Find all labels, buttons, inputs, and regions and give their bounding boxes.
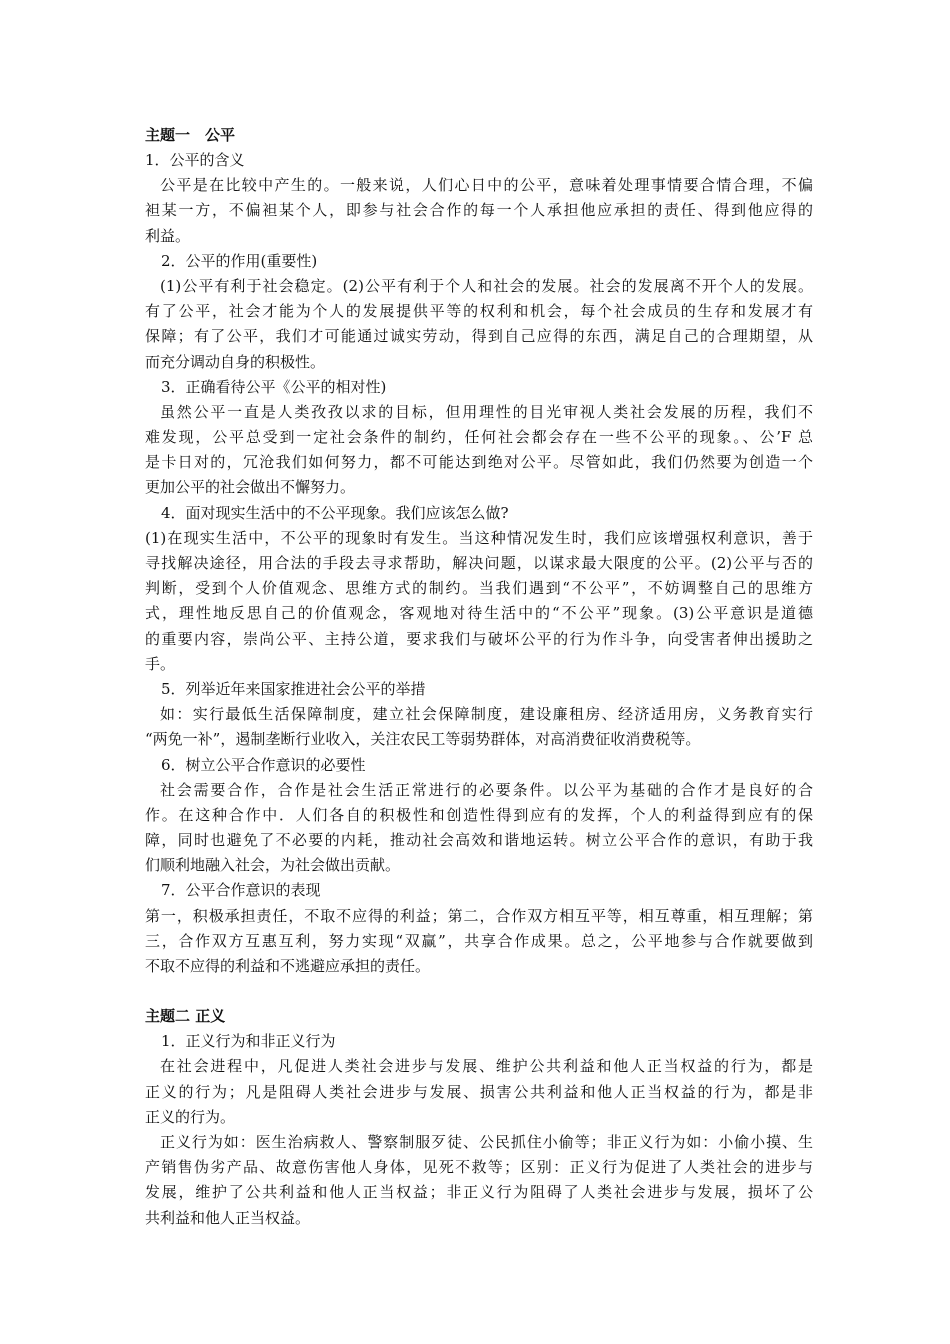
text-line: 如：实行最低生活保障制度，建立社会保障制度，建设廉租房、经济适用房，义务教育实行 bbox=[160, 705, 813, 724]
text-line: 正义的行为。 bbox=[145, 1107, 236, 1126]
text-line: 式，理性地反思自己的价值观念，客观地对待生活中的“不公平”现象。(3)公平意识是道德 bbox=[145, 604, 813, 623]
text-line: 共利益和他人正当权益。 bbox=[145, 1208, 311, 1227]
text-line: 1．正义行为和非正义行为 bbox=[161, 1032, 336, 1051]
text-line: 6．树立公平合作意识的必要性 bbox=[161, 755, 366, 774]
text-line: 的重要内容，崇尚公平、主持公道，要求我们与破坏公平的行为作斗争，向受害者伸出援助之 bbox=[145, 629, 813, 648]
text-line: 寻找解决途径，用合法的手段去寻求帮助，解决问题，以谋求最大限度的公平。(2)公平与否的 bbox=[145, 554, 813, 572]
topic-heading: 主题一 公平 bbox=[145, 126, 236, 144]
section-gap bbox=[145, 979, 813, 1003]
text-line: 更加公平的社会做出不懈努力。 bbox=[145, 478, 356, 497]
text-line: 不取不应得的利益和不逃避应承担的责任。 bbox=[145, 957, 431, 975]
text-line: 4．面对现实生活中的不公平现象。我们应该怎么做? bbox=[161, 503, 509, 522]
document-page bbox=[145, 122, 813, 1231]
text-line: 利益。 bbox=[145, 226, 191, 245]
text-line: (1)在现实生活中，不公平的现象时有发生。当这种情况发生时，我们应该增强权利意识，善于 bbox=[145, 528, 813, 547]
text-line: 1．公平的含义 bbox=[145, 151, 245, 169]
text-line: 三，合作双方互惠互利，努力实现“双赢”，共享合作成果。总之，公平地参与合作就要做到 bbox=[145, 931, 813, 950]
text-line: 保障；有了公平，我们才可能通过诚实劳动，得到自己应得的东西，满足自己的合理期望，从 bbox=[145, 327, 813, 346]
text-line: 有了公平，社会才能为个人的发展提供平等的权利和机会，每个社会成员的生存和发展才有 bbox=[145, 302, 813, 321]
text-line: (1)公平有利于社会稳定。(2)公平有利于个人和社会的发展。社会的发展离不开个人的发展。 bbox=[160, 276, 813, 295]
text-line: 而充分调动自身的积极性。 bbox=[145, 352, 326, 371]
text-line: 第一，积极承担责任，不取不应得的利益；第二，合作双方相互平等，相互尊重，相互理解；第 bbox=[145, 906, 813, 925]
text-line: 们顺利地融入社会，为社会做出贡献。 bbox=[145, 856, 401, 875]
text-line: 7．公平合作意识的表现 bbox=[161, 881, 321, 900]
text-line: 发展，维护了公共利益和他人正当权益；非正义行为阻碍了人类社会进步与发展，损坏了公 bbox=[145, 1183, 813, 1202]
text-line: 作。在这种合作中．人们各自的积极性和创造性得到应有的发挥，个人的利益得到应有的保 bbox=[145, 805, 813, 824]
text-line: 手。 bbox=[145, 654, 176, 673]
text-line: 3．正确看待公平《公平的相对性) bbox=[161, 377, 387, 396]
text-line: 2．公平的作用(重要性) bbox=[161, 251, 318, 270]
text-line: 5．列举近年来国家推进社会公平的举措 bbox=[161, 679, 426, 698]
text-line: 障，同时也避免了不必要的内耗，推动社会高效和谐地运转。树立公平合作的意识，有助于我 bbox=[145, 831, 813, 850]
topic-heading: 主题二 正义 bbox=[145, 1007, 226, 1026]
text-line: 是卡日对的，冗沧我们如何努力，都不可能达到绝对公平。尽管如此，我们仍然要为创造一个 bbox=[145, 453, 813, 472]
text-line: 正义的行为；凡是阻碍人类社会进步与发展、损害公共利益和他人正当权益的行为，都是非 bbox=[145, 1082, 813, 1101]
text-line: 虽然公平一直是人类孜孜以求的目标，但用理性的目光审视人类社会发展的历程，我们不 bbox=[160, 402, 813, 421]
text-line: 正义行为如：医生治病救人、警察制服歹徒、公民抓住小偷等；非正义行为如：小偷小摸、生 bbox=[160, 1132, 813, 1151]
text-line: 袒某一方，不偏袒某个人，即参与社会合作的每一个人承担他应承担的责任、得到他应得的 bbox=[145, 201, 813, 220]
text-line: “两免一补”，遏制垄断行业收入，关注农民工等弱势群体，对高消费征收消费税等。 bbox=[145, 730, 701, 749]
text-line: 公平是在比较中产生的。一般来说，人们心日中的公平，意味着处理事情要合情合理，不偏 bbox=[160, 176, 813, 195]
text-line: 难发现，公平总受到一定社会条件的制约，任何社会都会存在一些不公平的现象。、公’F 总 bbox=[145, 428, 813, 447]
text-line: 产销售伪劣产品、故意伤害他人身体，见死不救等；区别：正义行为促进了人类社会的进步与 bbox=[145, 1158, 813, 1177]
text-line: 判断，受到个人价值观念、思维方式的制约。当我们遇到“不公平”，不妨调整自己的思维方 bbox=[145, 579, 813, 598]
text-line: 在社会进程中，凡促进人类社会进步与发展、维护公共利益和他人正当权益的行为，都是 bbox=[160, 1057, 813, 1076]
text-line: 社会需要合作，合作是社会生活正常进行的必要条件。以公平为基础的合作才是良好的合 bbox=[160, 780, 813, 799]
